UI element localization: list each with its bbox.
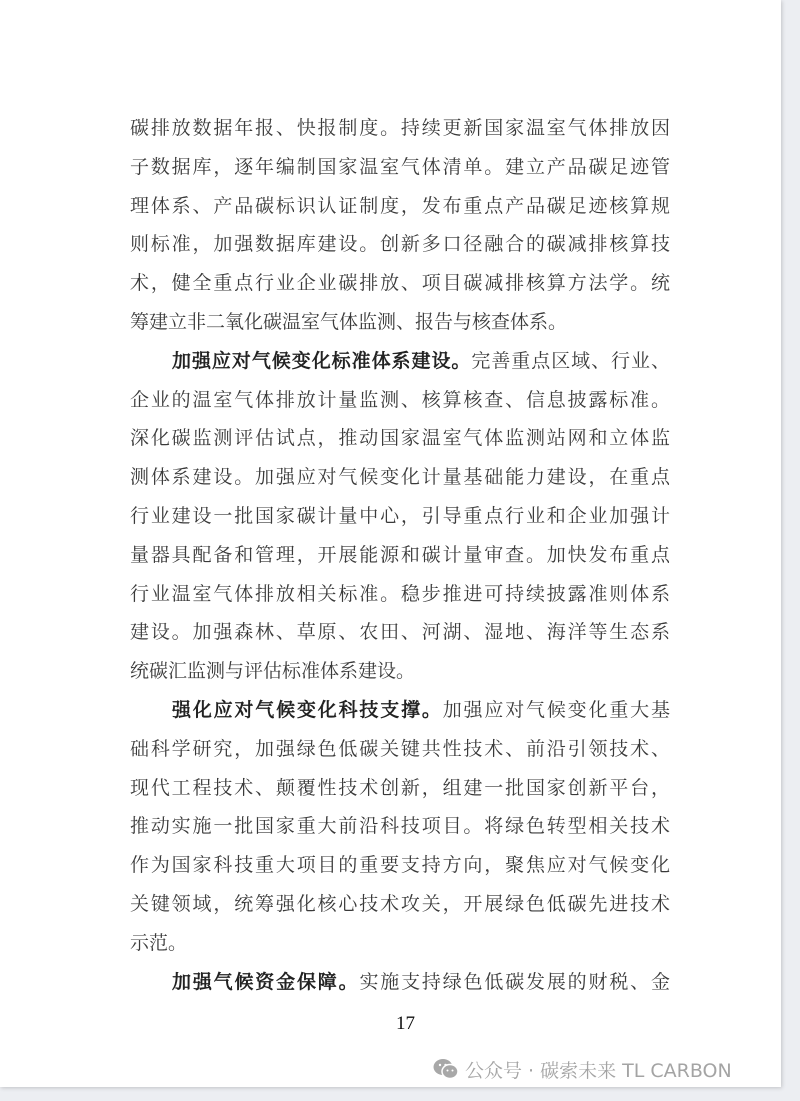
line-text: 推动实施一批国家重大前沿科技项目。将绿色转型相关技术: [130, 815, 670, 838]
line-text: 建设。加强森林、草原、农田、河湖、湿地、海洋等生态系: [130, 621, 670, 644]
paragraph-heading: 强化应对气候变化科技支撑。: [172, 699, 443, 721]
line-text: 深化碳监测评估试点，推动国家温室气体监测站网和立体监: [130, 427, 670, 450]
text-line: [130, 501, 670, 531]
line-text: 现代工程技术、颠覆性技术创新，组建一批国家创新平台，: [130, 776, 670, 799]
text-line: [130, 811, 670, 841]
watermark-text: 公众号 · 碳索未来 TL CARBON: [465, 1059, 732, 1082]
line-text: 关键领域，统筹强化核心技术攻关，开展绿色低碳先进技术: [130, 893, 670, 915]
text-line: [130, 928, 670, 958]
line-text: 筹建立非二氧化碳温室气体监测、报告与核查体系。: [130, 311, 568, 333]
text-line: [130, 850, 670, 880]
line-text: 统碳汇监测与评估标准体系建设。: [130, 660, 416, 683]
line-text: 测体系建设。加强应对气候变化计量基础能力建设，在重点: [130, 466, 670, 489]
text-line: [130, 462, 670, 492]
line-text: 则标准，加强数据库建设。创新多口径融合的碳减排核算技: [130, 233, 670, 256]
line-text: 行业建设一批国家碳计量中心，引导重点行业和企业加强计: [130, 505, 670, 527]
text-line: [172, 346, 670, 376]
text-line: [130, 734, 670, 764]
line-text: 完善重点区域、行业、: [471, 349, 670, 372]
wechat-icon: [433, 1058, 459, 1080]
text-line: [172, 967, 670, 997]
text-line: [130, 113, 670, 143]
line-text: 碳排放数据年报、快报制度。持续更新国家温室气体排放因: [130, 117, 670, 139]
text-line: [130, 229, 670, 259]
line-text: 作为国家科技重大项目的重要支持方向，聚焦应对气候变化: [130, 854, 670, 877]
text-line: [130, 268, 670, 298]
watermark: [433, 1055, 732, 1083]
line-text: 实施支持绿色低碳发展的财税、金: [359, 970, 670, 993]
line-text: 加强应对气候变化重大基: [442, 699, 670, 721]
text-line: [130, 385, 670, 415]
line-text: 量器具配备和管理，开展能源和碳计量审查。加快发布重点: [130, 543, 670, 566]
text-line: [130, 540, 670, 570]
line-text: 础科学研究，加强绿色低碳关键共性技术、前沿引领技术、: [130, 737, 670, 760]
text-line: [130, 617, 670, 647]
text-line: [130, 889, 670, 919]
text-line: [130, 191, 670, 221]
text-line: [130, 656, 670, 686]
paragraph-heading: 加强应对气候变化标准体系建设。: [172, 349, 472, 372]
line-text: 行业温室气体排放相关标准。稳步推进可持续披露准则体系: [130, 582, 670, 605]
line-text: 术，健全重点行业企业碳排放、项目碳减排核算方法学。统: [130, 272, 670, 295]
page-number: 17: [396, 1013, 415, 1034]
text-line: [130, 307, 670, 337]
text-line: [172, 695, 670, 725]
text-line: [130, 773, 670, 803]
text-line: [130, 152, 670, 182]
line-text: 示范。: [130, 931, 188, 954]
line-text: 理体系、产品碳标识认证制度，发布重点产品碳足迹核算规: [130, 194, 670, 217]
line-text: 企业的温室气体排放计量监测、核算核查、信息披露标准。: [130, 388, 670, 411]
text-line: [130, 423, 670, 453]
line-text: 子数据库，逐年编制国家温室气体清单。建立产品碳足迹管: [130, 155, 670, 178]
paragraph-heading: 加强气候资金保障。: [172, 970, 360, 993]
text-line: [130, 579, 670, 609]
